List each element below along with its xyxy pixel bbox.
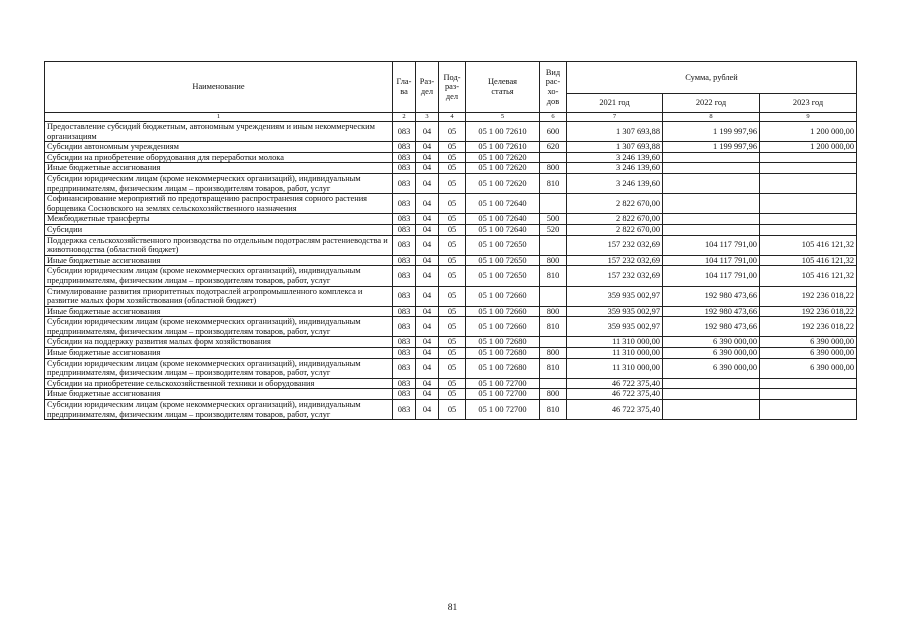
row-sum-2021: 46 722 375,40 xyxy=(567,400,663,420)
table-row xyxy=(45,400,857,420)
row-sum-2023 xyxy=(760,163,857,174)
table-row xyxy=(45,337,857,348)
row-sum-2023 xyxy=(760,173,857,193)
row-vid: 810 xyxy=(540,173,567,193)
row-podrazdel: 05 xyxy=(439,358,466,378)
row-razdel: 04 xyxy=(416,173,439,193)
row-vid xyxy=(540,152,567,163)
row-name: Субсидии юридическим лицам (кроме некоммерческих организаций), индивидуальным предпринимателям, физическим лицам – производителям товаров, работ, услуг xyxy=(45,358,393,378)
row-sum-2022: 6 390 000,00 xyxy=(663,358,760,378)
row-tselevaya: 05 1 00 72650 xyxy=(466,266,540,286)
row-sum-2021: 3 246 139,60 xyxy=(567,152,663,163)
row-tselevaya: 05 1 00 72680 xyxy=(466,348,540,359)
header-glava: Гла- ва xyxy=(393,62,416,113)
row-vid: 810 xyxy=(540,266,567,286)
row-razdel: 04 xyxy=(416,152,439,163)
row-tselevaya: 05 1 00 72680 xyxy=(466,337,540,348)
row-sum-2023: 6 390 000,00 xyxy=(760,337,857,348)
column-number: 5 xyxy=(466,113,540,122)
table-row xyxy=(45,378,857,389)
row-podrazdel: 05 xyxy=(439,255,466,266)
row-tselevaya: 05 1 00 72640 xyxy=(466,194,540,214)
row-sum-2022 xyxy=(663,214,760,225)
table-row xyxy=(45,389,857,400)
row-vid xyxy=(540,194,567,214)
row-podrazdel: 05 xyxy=(439,152,466,163)
row-name: Иные бюджетные ассигнования xyxy=(45,348,393,359)
header-podrazdel: Под- раз- дел xyxy=(439,62,466,113)
row-razdel: 04 xyxy=(416,389,439,400)
table-row xyxy=(45,163,857,174)
row-vid: 500 xyxy=(540,214,567,225)
row-name: Субсидии юридическим лицам (кроме некоммерческих организаций), индивидуальным предпринимателям, физическим лицам – производителям товаров, работ, услуг xyxy=(45,266,393,286)
table-row xyxy=(45,152,857,163)
row-sum-2021: 1 307 693,88 xyxy=(567,122,663,142)
row-tselevaya: 05 1 00 72620 xyxy=(466,152,540,163)
table-row xyxy=(45,194,857,214)
row-sum-2022: 104 117 791,00 xyxy=(663,235,760,255)
row-sum-2022: 192 980 473,66 xyxy=(663,306,760,317)
header-summa: Сумма, рублей xyxy=(567,62,857,94)
row-glava: 083 xyxy=(393,348,416,359)
row-name: Субсидии юридическим лицам (кроме некоммерческих организаций), индивидуальным предпринимателям, физическим лицам – производителям товаров, работ, услуг xyxy=(45,317,393,337)
column-number: 9 xyxy=(760,113,857,122)
row-sum-2022: 6 390 000,00 xyxy=(663,337,760,348)
row-sum-2021: 3 246 139,60 xyxy=(567,163,663,174)
row-sum-2023: 105 416 121,32 xyxy=(760,235,857,255)
header-vid: Вид рас- хо- дов xyxy=(540,62,567,113)
row-name: Субсидии на приобретение сельскохозяйственной техники и оборудования xyxy=(45,378,393,389)
row-glava: 083 xyxy=(393,142,416,153)
row-sum-2023 xyxy=(760,378,857,389)
row-glava: 083 xyxy=(393,286,416,306)
row-sum-2021: 157 232 032,69 xyxy=(567,235,663,255)
row-razdel: 04 xyxy=(416,317,439,337)
table-row xyxy=(45,266,857,286)
row-sum-2022: 1 199 997,96 xyxy=(663,122,760,142)
row-razdel: 04 xyxy=(416,163,439,174)
row-podrazdel: 05 xyxy=(439,122,466,142)
header-2021: 2021 год xyxy=(567,94,663,113)
row-sum-2021: 2 822 670,00 xyxy=(567,194,663,214)
row-tselevaya: 05 1 00 72660 xyxy=(466,317,540,337)
row-tselevaya: 05 1 00 72660 xyxy=(466,286,540,306)
row-sum-2023: 105 416 121,32 xyxy=(760,255,857,266)
row-name: Субсидии на поддержку развития малых форм хозяйствования xyxy=(45,337,393,348)
row-razdel: 04 xyxy=(416,224,439,235)
row-podrazdel: 05 xyxy=(439,378,466,389)
row-podrazdel: 05 xyxy=(439,214,466,225)
budget-table xyxy=(44,61,857,420)
row-vid: 810 xyxy=(540,358,567,378)
row-vid: 620 xyxy=(540,142,567,153)
row-glava: 083 xyxy=(393,389,416,400)
row-vid: 800 xyxy=(540,306,567,317)
table-row xyxy=(45,214,857,225)
row-sum-2021: 11 310 000,00 xyxy=(567,348,663,359)
row-sum-2022: 104 117 791,00 xyxy=(663,255,760,266)
row-sum-2021: 359 935 002,97 xyxy=(567,317,663,337)
row-sum-2021: 2 822 670,00 xyxy=(567,224,663,235)
table-body xyxy=(45,113,857,420)
header-tselevaya: Целевая статья xyxy=(466,62,540,113)
row-tselevaya: 05 1 00 72700 xyxy=(466,400,540,420)
row-sum-2023: 6 390 000,00 xyxy=(760,348,857,359)
row-name: Субсидии на приобретение оборудования для переработки молока xyxy=(45,152,393,163)
column-number: 8 xyxy=(663,113,760,122)
row-name: Межбюджетные трансферты xyxy=(45,214,393,225)
row-glava: 083 xyxy=(393,194,416,214)
row-podrazdel: 05 xyxy=(439,224,466,235)
row-glava: 083 xyxy=(393,266,416,286)
row-sum-2023: 192 236 018,22 xyxy=(760,317,857,337)
row-tselevaya: 05 1 00 72620 xyxy=(466,163,540,174)
row-sum-2021: 3 246 139,60 xyxy=(567,173,663,193)
row-podrazdel: 05 xyxy=(439,266,466,286)
row-sum-2022 xyxy=(663,389,760,400)
row-name: Субсидии юридическим лицам (кроме некоммерческих организаций), индивидуальным предпринимателям, физическим лицам – производителям товаров, работ, услуг xyxy=(45,173,393,193)
row-sum-2021: 2 822 670,00 xyxy=(567,214,663,225)
row-podrazdel: 05 xyxy=(439,348,466,359)
row-tselevaya: 05 1 00 72610 xyxy=(466,142,540,153)
table-row xyxy=(45,142,857,153)
row-vid: 800 xyxy=(540,348,567,359)
row-sum-2022 xyxy=(663,378,760,389)
row-podrazdel: 05 xyxy=(439,317,466,337)
column-number: 2 xyxy=(393,113,416,122)
row-sum-2023: 1 200 000,00 xyxy=(760,122,857,142)
row-razdel: 04 xyxy=(416,378,439,389)
table-row xyxy=(45,173,857,193)
table-row xyxy=(45,122,857,142)
row-glava: 083 xyxy=(393,358,416,378)
header-razdel: Раз- дел xyxy=(416,62,439,113)
row-sum-2021: 157 232 032,69 xyxy=(567,266,663,286)
column-number: 6 xyxy=(540,113,567,122)
row-name: Иные бюджетные ассигнования xyxy=(45,163,393,174)
row-podrazdel: 05 xyxy=(439,173,466,193)
row-name: Субсидии юридическим лицам (кроме некоммерческих организаций), индивидуальным предпринимателям, физическим лицам – производителям товаров, работ, услуг xyxy=(45,400,393,420)
row-razdel: 04 xyxy=(416,122,439,142)
row-tselevaya: 05 1 00 72650 xyxy=(466,235,540,255)
row-razdel: 04 xyxy=(416,348,439,359)
table-row xyxy=(45,224,857,235)
row-razdel: 04 xyxy=(416,235,439,255)
row-sum-2022: 104 117 791,00 xyxy=(663,266,760,286)
row-vid xyxy=(540,378,567,389)
row-razdel: 04 xyxy=(416,255,439,266)
table-row xyxy=(45,348,857,359)
table-row xyxy=(45,286,857,306)
row-razdel: 04 xyxy=(416,400,439,420)
row-glava: 083 xyxy=(393,317,416,337)
row-vid: 800 xyxy=(540,163,567,174)
row-glava: 083 xyxy=(393,163,416,174)
row-sum-2023: 6 390 000,00 xyxy=(760,358,857,378)
column-number: 1 xyxy=(45,113,393,122)
page-number: 81 xyxy=(447,603,458,613)
row-sum-2021: 359 935 002,97 xyxy=(567,286,663,306)
row-vid xyxy=(540,337,567,348)
row-sum-2023 xyxy=(760,214,857,225)
row-name: Субсидии xyxy=(45,224,393,235)
table-row xyxy=(45,235,857,255)
row-sum-2023 xyxy=(760,224,857,235)
row-sum-2023: 1 200 000,00 xyxy=(760,142,857,153)
row-sum-2023 xyxy=(760,400,857,420)
row-name: Субсидии автономным учреждениям xyxy=(45,142,393,153)
row-razdel: 04 xyxy=(416,286,439,306)
row-tselevaya: 05 1 00 72640 xyxy=(466,224,540,235)
row-sum-2023: 192 236 018,22 xyxy=(760,286,857,306)
row-podrazdel: 05 xyxy=(439,286,466,306)
row-vid: 520 xyxy=(540,224,567,235)
row-glava: 083 xyxy=(393,214,416,225)
header-name: Наименование xyxy=(45,62,393,113)
row-glava: 083 xyxy=(393,224,416,235)
row-name: Иные бюджетные ассигнования xyxy=(45,255,393,266)
row-vid: 810 xyxy=(540,400,567,420)
row-sum-2021: 46 722 375,40 xyxy=(567,378,663,389)
row-sum-2022 xyxy=(663,173,760,193)
row-sum-2021: 46 722 375,40 xyxy=(567,389,663,400)
row-podrazdel: 05 xyxy=(439,306,466,317)
row-glava: 083 xyxy=(393,255,416,266)
row-vid xyxy=(540,286,567,306)
row-sum-2021: 11 310 000,00 xyxy=(567,358,663,378)
row-sum-2023: 192 236 018,22 xyxy=(760,306,857,317)
header-2023: 2023 год xyxy=(760,94,857,113)
row-podrazdel: 05 xyxy=(439,337,466,348)
row-sum-2021: 359 935 002,97 xyxy=(567,306,663,317)
row-sum-2022 xyxy=(663,194,760,214)
row-sum-2022 xyxy=(663,152,760,163)
row-sum-2021: 1 307 693,88 xyxy=(567,142,663,153)
row-sum-2022: 1 199 997,96 xyxy=(663,142,760,153)
column-number: 4 xyxy=(439,113,466,122)
row-glava: 083 xyxy=(393,378,416,389)
row-glava: 083 xyxy=(393,235,416,255)
row-vid: 800 xyxy=(540,255,567,266)
row-tselevaya: 05 1 00 72660 xyxy=(466,306,540,317)
row-razdel: 04 xyxy=(416,306,439,317)
row-sum-2022 xyxy=(663,163,760,174)
row-razdel: 04 xyxy=(416,358,439,378)
row-vid: 810 xyxy=(540,317,567,337)
row-name: Предоставление субсидий бюджетным, автономным учреждениям и иным некоммерческим организациям xyxy=(45,122,393,142)
row-tselevaya: 05 1 00 72700 xyxy=(466,389,540,400)
row-name: Иные бюджетные ассигнования xyxy=(45,306,393,317)
row-vid: 600 xyxy=(540,122,567,142)
row-vid: 800 xyxy=(540,389,567,400)
row-name: Софинансирование мероприятий по предотвращению распространения сорного растения борщевика Сосновского на землях сельскохозяйственного назначения xyxy=(45,194,393,214)
row-name: Стимулирование развития приоритетных подотраслей агропромышленного комплекса и развитие малых форм хозяйствования (областной бюджет) xyxy=(45,286,393,306)
row-tselevaya: 05 1 00 72650 xyxy=(466,255,540,266)
row-vid xyxy=(540,235,567,255)
row-sum-2022: 192 980 473,66 xyxy=(663,286,760,306)
row-razdel: 04 xyxy=(416,337,439,348)
row-podrazdel: 05 xyxy=(439,389,466,400)
row-tselevaya: 05 1 00 72640 xyxy=(466,214,540,225)
row-glava: 083 xyxy=(393,122,416,142)
row-sum-2022 xyxy=(663,224,760,235)
row-podrazdel: 05 xyxy=(439,400,466,420)
table-row xyxy=(45,358,857,378)
row-tselevaya: 05 1 00 72700 xyxy=(466,378,540,389)
table-row xyxy=(45,255,857,266)
row-sum-2022: 6 390 000,00 xyxy=(663,348,760,359)
row-podrazdel: 05 xyxy=(439,142,466,153)
row-name: Иные бюджетные ассигнования xyxy=(45,389,393,400)
row-glava: 083 xyxy=(393,152,416,163)
row-podrazdel: 05 xyxy=(439,194,466,214)
row-razdel: 04 xyxy=(416,142,439,153)
row-sum-2021: 11 310 000,00 xyxy=(567,337,663,348)
row-glava: 083 xyxy=(393,337,416,348)
table-row xyxy=(45,306,857,317)
row-tselevaya: 05 1 00 72680 xyxy=(466,358,540,378)
row-razdel: 04 xyxy=(416,266,439,286)
row-podrazdel: 05 xyxy=(439,163,466,174)
row-name: Поддержка сельскохозяйственного производства по отдельным подотраслям растениеводства и животноводства (областной бюджет) xyxy=(45,235,393,255)
row-glava: 083 xyxy=(393,306,416,317)
row-tselevaya: 05 1 00 72610 xyxy=(466,122,540,142)
row-sum-2021: 157 232 032,69 xyxy=(567,255,663,266)
header-2022: 2022 год xyxy=(663,94,760,113)
row-tselevaya: 05 1 00 72620 xyxy=(466,173,540,193)
column-number-row xyxy=(45,113,857,122)
row-sum-2023 xyxy=(760,389,857,400)
row-sum-2023 xyxy=(760,194,857,214)
row-sum-2022 xyxy=(663,400,760,420)
table-row xyxy=(45,317,857,337)
row-sum-2023 xyxy=(760,152,857,163)
row-razdel: 04 xyxy=(416,214,439,225)
row-glava: 083 xyxy=(393,400,416,420)
row-sum-2023: 105 416 121,32 xyxy=(760,266,857,286)
column-number: 3 xyxy=(416,113,439,122)
row-sum-2022: 192 980 473,66 xyxy=(663,317,760,337)
row-glava: 083 xyxy=(393,173,416,193)
row-podrazdel: 05 xyxy=(439,235,466,255)
column-number: 7 xyxy=(567,113,663,122)
row-razdel: 04 xyxy=(416,194,439,214)
